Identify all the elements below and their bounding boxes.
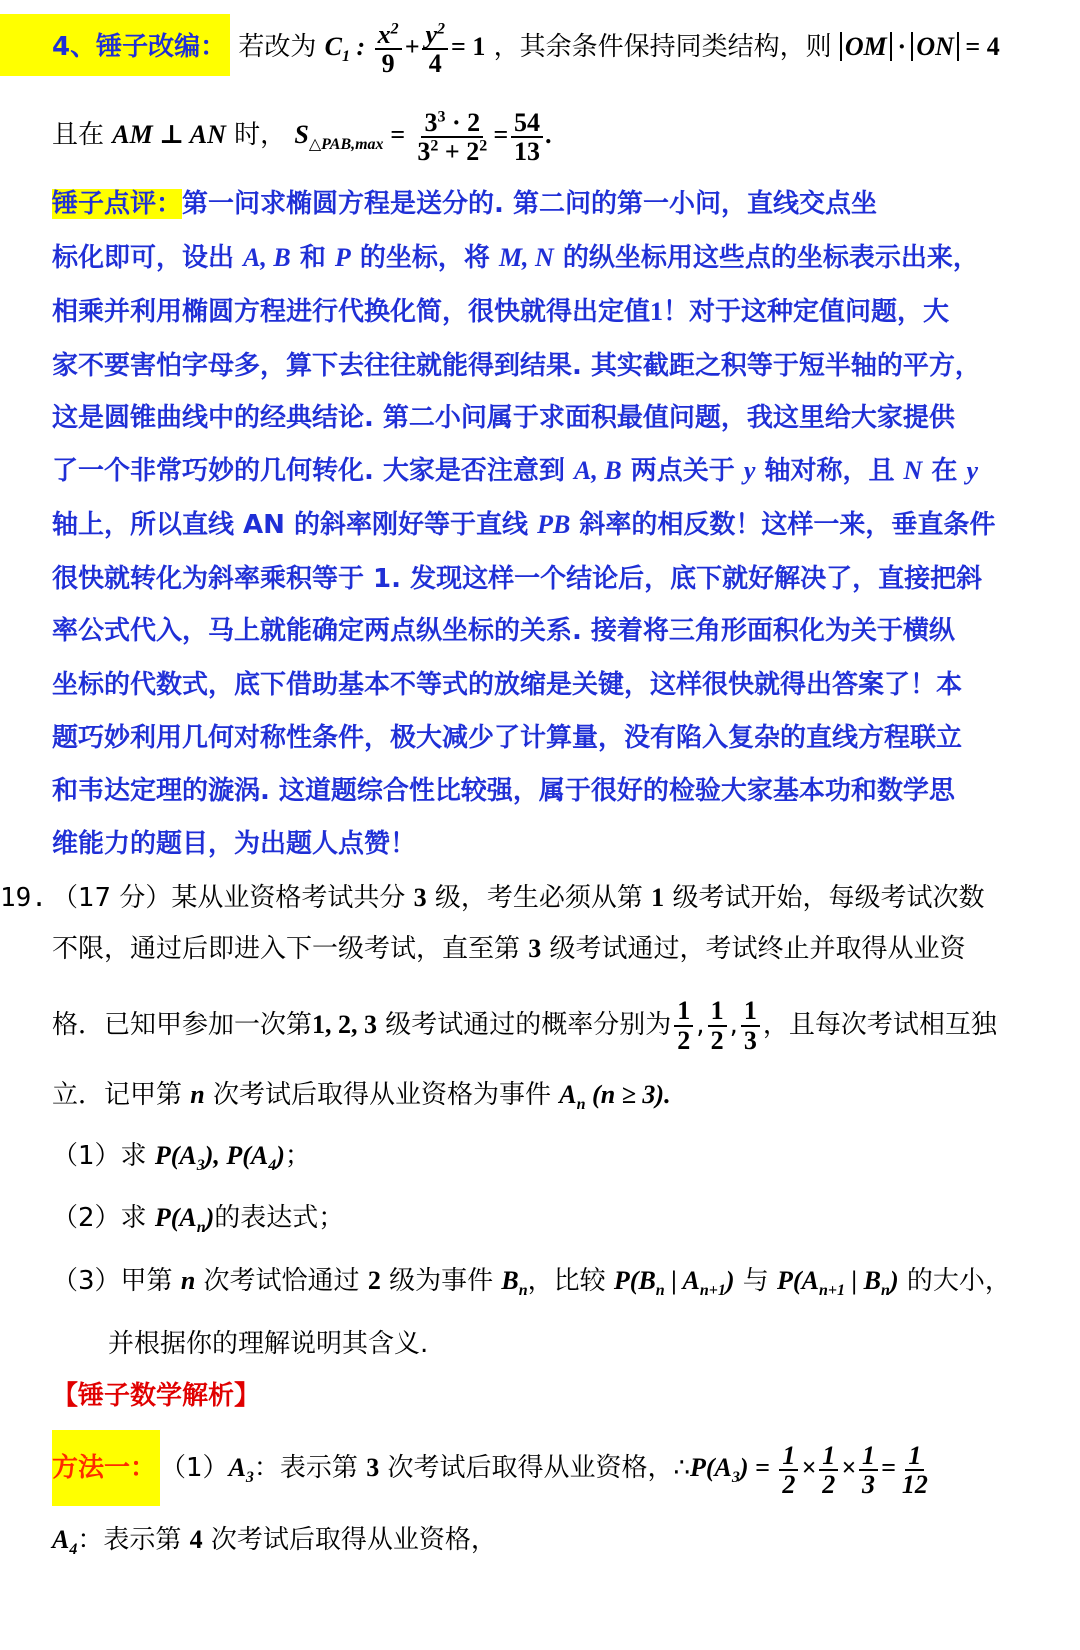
problem-text-3a: 格．已知甲参加一次第: [52, 1010, 313, 1040]
var-ab-2: A, B: [574, 456, 622, 485]
question-1: （1）求 $P(A_3)$, $P(A_4)$；: [52, 1141, 311, 1175]
adapt-text-1: 若改为: [238, 32, 317, 62]
problem-text-3c: ，且每次考试相互独: [762, 1010, 997, 1040]
review-text-6b: 两点关于: [630, 456, 735, 486]
problem-line-1: 19. （17 分）某从业资格考试共分 3 级，考生必须从第 1 级考试开始，每级考试次数: [0, 880, 984, 916]
review-text-9: 率公式代入，马上就能确定两点纵坐标的关系. 接着将三角形面积化为关于横纵: [52, 616, 955, 646]
area-max-formula: $S_{\triangle PAB,max}$ = $\frac{3^3 \cdot 2}{3^2 + 2^2}$ = $\frac{54}{13}$ .: [294, 107, 553, 167]
om-on-product: OM · ON = 4: [840, 32, 1000, 61]
problem-text-4b: 次考试后取得从业资格为事件: [213, 1080, 552, 1110]
review-line-7: [0, 507, 995, 543]
problem-text-3b: 级考试通过的概率分别为: [385, 1010, 672, 1040]
var-pb: PB: [537, 510, 571, 539]
review-text-6a: 了一个非常巧妙的几何转化. 大家是否注意到: [52, 456, 565, 486]
review-tag: 锤子点评：: [52, 189, 183, 219]
method-1-line-2: $A_4$：表示第 4 次考试后取得从业资格，: [52, 1525, 497, 1559]
review-line-13: [0, 826, 416, 862]
p-a3-formula: $P(A_3)$ = $\frac{1}{2}$ × $\frac{1}{2}$ × $\frac{1}{3}$ = $\frac{1}{12}$: [690, 1440, 928, 1500]
question-3-text-b: 次考试恰通过: [203, 1266, 360, 1296]
method-1-text-d: ：表示第: [77, 1525, 182, 1555]
question-3-line-2: [0, 1326, 428, 1362]
review-text-10: 坐标的代数式，底下借助基本不等式的放缩是关键，这样很快就得出答案了！本: [52, 670, 963, 700]
ellipse-equation: $C_1$ : $\frac{x^2}{9}$ + $\frac{y^2}{4}$ = 1: [324, 19, 486, 79]
adapt-line-1: [0, 14, 1000, 79]
var-p: P: [334, 243, 351, 272]
problem-text-4a: 立．记甲第: [52, 1080, 183, 1110]
method-1-text-e: 次考试后取得从业资格，: [210, 1525, 497, 1555]
question-1-math: $P(A_3)$, $P(A_4)$: [154, 1141, 285, 1175]
cond-prob-1: $P(B_n$ | $A_{n+1}$): [613, 1266, 735, 1300]
review-text-4: 家不要害怕字母多，算下去往往就能得到结果. 其实截距之积等于短半轴的平方，: [52, 351, 981, 381]
method-tag: 方法一：: [52, 1430, 160, 1506]
var-mn: M, N: [498, 243, 554, 272]
review-line-3: [0, 294, 949, 330]
question-3-text-e: 与: [742, 1266, 769, 1296]
question-2-math: $P(A_n)$: [154, 1203, 215, 1237]
problem-text-1c: 级考试开始，每级考试次数: [672, 883, 985, 913]
problem-text-2a: 不限，通过后即进入下一级考试，直至第: [52, 934, 521, 964]
adapt-text-4: 时，: [234, 120, 287, 150]
var-y-2: y: [966, 456, 978, 485]
solution-header: [0, 1378, 260, 1414]
cond-prob-2: $P(A_{n+1}$ | $B_n$): [777, 1266, 899, 1300]
question-3-text-d: ，比较: [527, 1266, 606, 1296]
perpendicular-condition: AM ⊥ AN: [112, 120, 226, 149]
prob-half-2: $\frac{1}{2}$: [708, 997, 727, 1054]
review-text-3: 相乘并利用椭圆方程进行代换化简，很快就得出定值: [52, 297, 651, 327]
review-text-2b: 和: [299, 243, 326, 273]
prob-half-1: $\frac{1}{2}$: [674, 997, 693, 1054]
review-line-9: [0, 613, 955, 649]
review-text-6c: 轴对称，且: [764, 456, 895, 486]
review-line-8: [0, 561, 982, 597]
question-3-text-g: 并根据你的理解说明其含义.: [108, 1329, 429, 1359]
review-text-2c: 的坐标，将: [359, 243, 490, 273]
review-text-11: 题巧妙利用几何对称性条件，极大减少了计算量，没有陷入复杂的直线方程联立: [52, 723, 963, 753]
problem-line-2: 不限，通过后即进入下一级考试，直至第 3 级考试通过，考试终止并取得从业资: [52, 934, 966, 964]
var-ab: A, B: [243, 243, 291, 272]
review-text-7a: 轴上，所以直线 AN 的斜率刚好等于直线: [52, 510, 528, 540]
review-text-1: 第一问求椭圆方程是送分的. 第二问的第一小问，直线交点坐: [182, 189, 877, 219]
question-3-text-c: 级为事件: [389, 1266, 494, 1296]
review-line-1: [0, 186, 877, 222]
review-line-12: [0, 773, 955, 809]
problem-text-1a: （17 分）某从业资格考试共分: [52, 883, 406, 913]
method-1-text-a: （1）: [160, 1453, 229, 1483]
problem-number: 19.: [0, 883, 47, 913]
solution-header-text: 【锤子数学解析】: [52, 1381, 261, 1411]
event-an: $A_n$ (n ≥ 3).: [559, 1080, 671, 1114]
review-line-10: [0, 667, 962, 703]
review-text-2a: 标化即可，设出: [52, 243, 235, 273]
review-line-4: [0, 348, 981, 384]
method-1-text-c: 次考试后取得从业资格，∴: [387, 1453, 690, 1483]
problem-line-3: 格．已知甲参加一次第1, 2, 3 级考试通过的概率分别为 $\frac{1}{2}$ , $\frac{1}{2}$ , $\frac{1}{3}$ ，且每次考试相互独: [52, 996, 997, 1055]
review-text-6d: 在: [931, 456, 958, 486]
method-1-text-b: ：表示第: [253, 1453, 358, 1483]
adapt-tag: 4、锤子改编：: [0, 14, 230, 76]
var-y: y: [743, 456, 756, 485]
adapt-text-2: ，其余条件保持同类结构，则: [493, 32, 832, 62]
problem-line-4: 立．记甲第 n 次考试后取得从业资格为事件 $A_n$ (n ≥ 3).: [52, 1080, 671, 1114]
review-num-1: 1: [650, 297, 664, 326]
var-n: N: [903, 456, 923, 485]
review-line-2: [0, 240, 979, 276]
method-1-line-1: 方法一： $(1)A_3$：表示第 3 次考试后取得从业资格，$\therefore P(A_3)$ = $\frac{1}{2}$ × $\frac{1}{2}$ × $\frac{1}{3}$ = $\frac{1}{12}$: [0, 1430, 934, 1506]
review-text-3b: ！对于这种定值问题，大: [663, 297, 950, 327]
adapt-text-3: 且在: [52, 120, 105, 150]
question-1-text: （1）求: [52, 1141, 147, 1171]
question-3: （3）甲第 n 次考试恰通过 2 级为事件 $B_n$，比较 $P(B_n$ | $A_{n+1}$) 与 $P(A_{n+1}$ | $B_n$) 的大小，: [52, 1266, 1011, 1300]
review-text-13: 维能力的题目，为出题人点赞！: [52, 829, 417, 859]
review-text-8: 很快就转化为斜率乘积等于 1. 发现这样一个结论后，底下就好解决了，直接把斜: [52, 564, 983, 594]
question-2-text-b: 的表达式；: [214, 1203, 345, 1233]
review-line-11: [0, 720, 962, 756]
review-text-5: 这是圆锥曲线中的经典结论. 第二小问属于求面积最值问题，我这里给大家提供: [52, 403, 955, 433]
review-text-12: 和韦达定理的漩涡. 这道题综合性比较强，属于很好的检验大家基本功和数学思: [52, 776, 955, 806]
review-text-2d: 的纵坐标用这些点的坐标表示出来，: [562, 243, 979, 273]
review-line-5: [0, 400, 955, 436]
adapt-line-2: [0, 100, 553, 170]
problem-text-1b: 级，考生必须从第: [434, 883, 643, 913]
question-3-text-f: 的大小，: [906, 1266, 1011, 1296]
problem-text-2b: 级考试通过，考试终止并取得从业资: [549, 934, 966, 964]
review-text-7b: 斜率的相反数！这样一来，垂直条件: [579, 510, 996, 540]
question-3-text-a: （3）甲第: [52, 1266, 173, 1296]
prob-third: $\frac{1}{3}$: [741, 997, 760, 1054]
question-2: [0, 1200, 344, 1246]
review-line-6: [0, 453, 978, 489]
question-2-text-a: （2）求: [52, 1203, 147, 1233]
